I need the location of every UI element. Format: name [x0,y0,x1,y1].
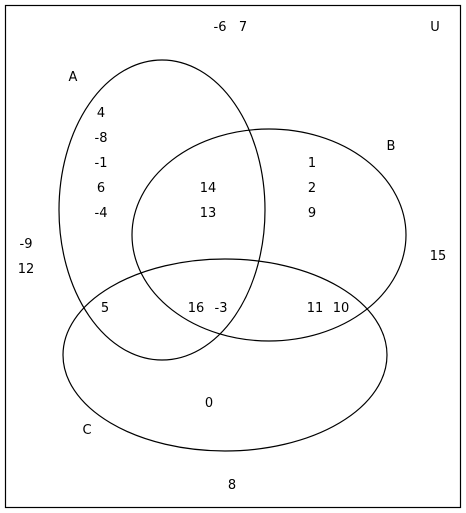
set-c-ellipse [63,259,387,451]
set-b-label: B [386,139,396,154]
element-outside: -9 [19,237,33,252]
element-outside: 8 [227,478,237,493]
element-a-only: -8 [94,131,108,146]
element-a-and-b: 14 [199,181,217,196]
element-a-only: -1 [94,156,108,171]
element-a-b-and-c: -3 [214,301,228,316]
element-outside: 7 [238,20,248,35]
element-a-and-c: 5 [100,301,110,316]
element-b-and-c: 11 [306,301,324,316]
element-c-only: 0 [204,396,214,411]
element-outside: 15 [429,249,447,264]
element-a-only: -4 [94,206,108,221]
element-b-and-c: 10 [332,301,350,316]
set-a-label: A [68,70,78,85]
element-a-only: 4 [96,106,106,121]
element-a-only: 6 [96,181,106,196]
element-b-only: 9 [307,206,317,221]
set-c-label: C [82,423,92,438]
element-a-b-and-c: 16 [187,301,205,316]
set-b-ellipse [132,129,406,341]
set-a-ellipse [59,60,265,360]
element-outside: -6 [213,20,227,35]
element-b-only: 2 [307,181,317,196]
element-outside: 12 [17,262,35,277]
element-b-only: 1 [307,156,317,171]
universe-label: U [430,20,440,35]
element-a-and-b: 13 [199,206,217,221]
